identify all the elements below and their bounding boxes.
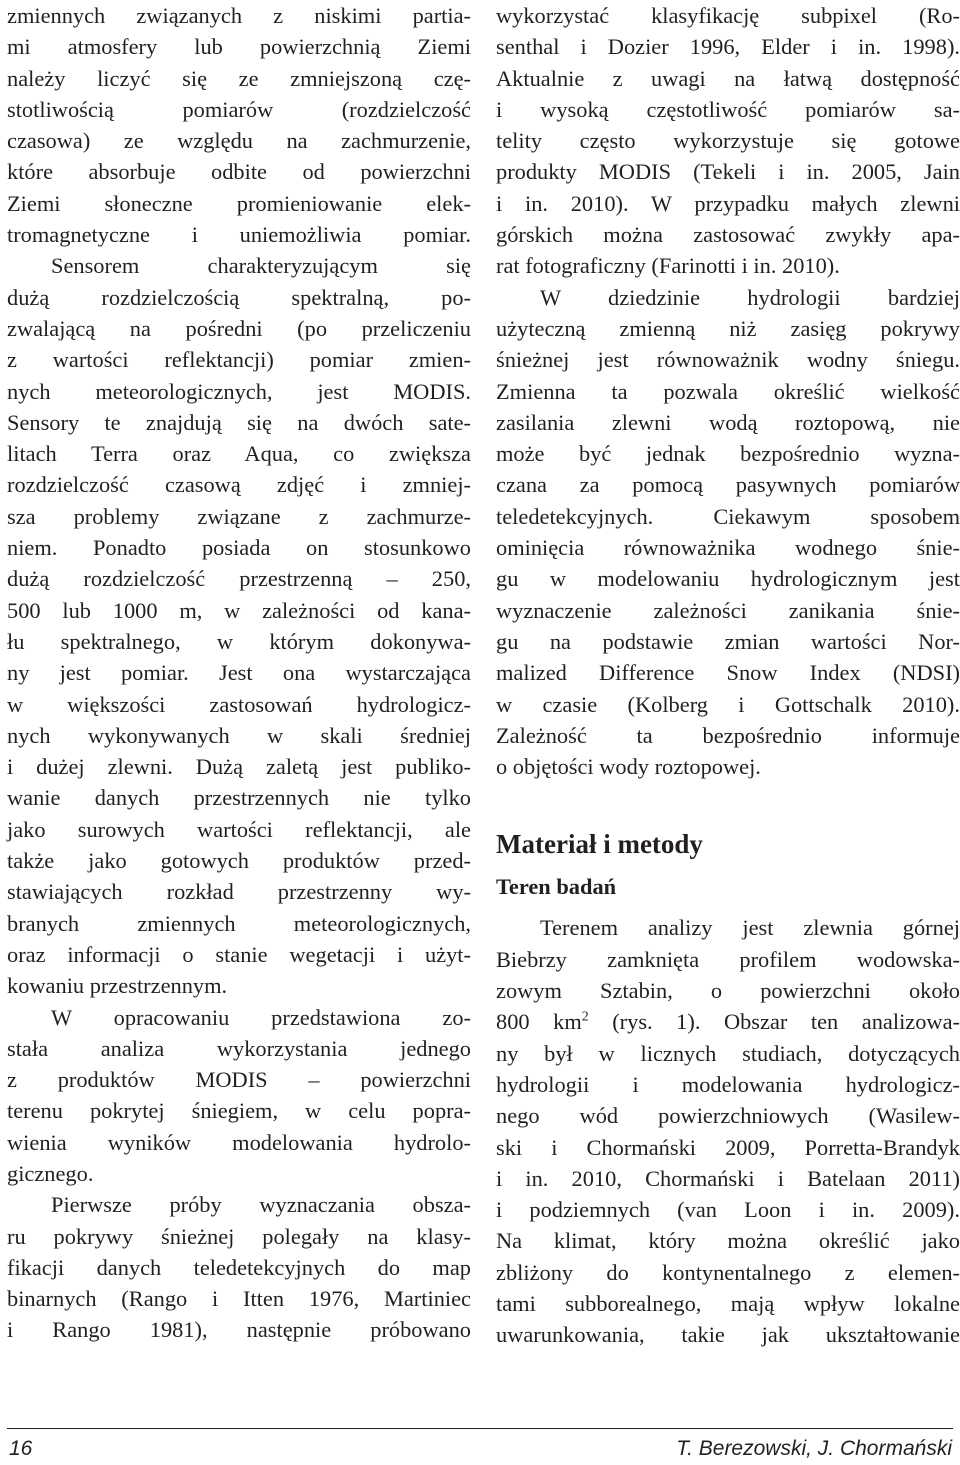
text-line: zmiennych związanych z niskimi partia- — [7, 3, 471, 28]
text-line: o objętości wody roztopowej. — [496, 754, 761, 780]
text-line: łu spektralnego, w którym dokonywa- — [7, 628, 471, 654]
page-number: 16 — [9, 1437, 33, 1460]
text-line: ski i Chormański 2009, Porretta-Brandyk — [496, 1134, 960, 1160]
text-line: kowaniu przestrzennym. — [7, 973, 228, 999]
section-heading: Materiał i metody — [496, 829, 703, 860]
text-fragment: (rys. 1). Obszar ten analizowa- — [588, 1009, 960, 1035]
text-line: i Rango 1981), następnie próbowano — [7, 1317, 471, 1343]
text-line: Sensory te znajdują się na dwóch sate- — [7, 409, 471, 435]
text-line: Biebrzy zamknięta profilem wodowska- — [496, 946, 960, 972]
text-line: wanie danych przestrzennych nie tylko — [7, 785, 471, 811]
text-line: Zmienna ta pozwala określić wielkość — [496, 378, 960, 404]
text-line: senthal i Dozier 1996, Elder i in. 1998). — [496, 34, 960, 60]
text-line: gu w modelowaniu hydrologicznym jest — [496, 566, 960, 592]
text-line: zasilania zlewni wodą roztopową, nie — [496, 409, 960, 435]
text-line: z wartości reflektancji) pomiar zmien- — [7, 347, 471, 373]
text-line: może być jednak bezpośrednio wyzna- — [496, 441, 960, 467]
right-column — [496, 0, 960, 1351]
text-line: dużą rozdzielczością spektralną, po- — [7, 284, 471, 310]
text-line: W opracowaniu przedstawiona zo- — [51, 1004, 471, 1030]
text-line: malized Difference Snow Index (NDSI) — [496, 660, 960, 686]
right-paragraph-1 — [496, 0, 960, 282]
text-line: niem. Ponadto posiada on stosunkowo — [7, 535, 471, 561]
text-line: mi atmosfery lub powierzchnią Ziemi — [7, 34, 471, 60]
text-line: zwalającą na pośredni (po przeliczeniu — [7, 315, 471, 341]
text-line: użyteczną zmienną niż zasięg pokrywy — [496, 315, 960, 341]
text-line: z produktów MODIS – powierzchni — [7, 1067, 471, 1093]
text-line: 500 lub 1000 m, w zależności od kana- — [7, 597, 471, 623]
text-line: litach Terra oraz Aqua, co zwiększa — [7, 441, 471, 467]
text-line: Sensorem charakteryzującym się — [51, 253, 471, 279]
text-line: ny jest pomiar. Jest ona wystarczająca — [7, 660, 471, 686]
text-line: stawiających rozkład przestrzenny wy- — [7, 879, 471, 905]
left-column — [7, 0, 471, 1346]
text-line: Terenem analizy jest zlewnia górnej — [540, 915, 960, 941]
text-line: ru pokrywy śnieżnej polegały na klasy- — [7, 1223, 471, 1249]
text-line: które absorbuje odbite od powierzchni — [7, 159, 471, 185]
text-line: produkty MODIS (Tekeli i in. 2005, Jain — [496, 159, 960, 185]
left-paragraph-1 — [7, 0, 471, 1002]
text-line: i in. 2010, Chormański i Batelaan 2011) — [496, 1165, 960, 1191]
text-line: sza problemy związane z zachmurze- — [7, 503, 471, 529]
text-line: rat fotograficzny (Farinotti i in. 2010). — [496, 253, 840, 279]
text-line: wykorzystać klasyfikację subpixel (Ro- — [496, 3, 960, 28]
text-line: uwarunkowania, takie jak ukształtowanie — [496, 1322, 960, 1348]
text-line: nego wód powierzchniowych (Wasilew- — [496, 1103, 960, 1129]
text-line: hydrologii i modelowania hydrologicz- — [496, 1071, 960, 1097]
text-line: w czasie (Kolberg i Gottschalk 2010). — [496, 691, 960, 717]
text-line: rozdzielczość czasową zdjęć i zmniej- — [7, 472, 471, 498]
text-line: także jako gotowych produktów przed- — [7, 848, 471, 874]
text-line: i dużej zlewni. Dużą zaletą jest publiko- — [7, 754, 471, 780]
text-line: nych meteorologicznych, jest MODIS. — [7, 378, 471, 404]
text-line: nych wykonywanych w skali średniej — [7, 722, 471, 748]
text-line: tami subborealnego, mają wpływ lokalne — [496, 1290, 960, 1316]
text-line: ny był w licznych studiach, dotyczących — [496, 1040, 960, 1066]
left-paragraph-2 — [7, 1002, 471, 1190]
text-line: Aktualnie z uwagi na łatwą dostępność — [496, 65, 960, 91]
text-line: stotliwością pomiarów (rozdzielczość — [7, 96, 471, 122]
text-line: wienia wyników modelowania hydrolo- — [7, 1129, 471, 1155]
text-line: W dziedzinie hydrologii bardziej — [540, 284, 960, 310]
text-line: ominięcia równoważnika wodnego śnie- — [496, 535, 960, 561]
text-line: Ziemi słoneczne promieniowanie elek- — [7, 190, 471, 216]
text-line: branych zmiennych meteorologicznych, — [7, 910, 471, 936]
text-line: Pierwsze próby wyznaczania obsza- — [51, 1192, 471, 1218]
text-line — [496, 1006, 960, 1037]
text-line: w większości zastosowań hydrologicz- — [7, 691, 471, 717]
text-line: Zależność ta bezpośrednio informuje — [496, 722, 960, 748]
text-line: gu na podstawie zmian wartości Nor- — [496, 628, 960, 654]
text-line: fikacji danych teledetekcyjnych do map — [7, 1254, 471, 1280]
subsection-heading: Teren badań — [496, 874, 617, 900]
text-line: zowym Sztabin, o powierzchni około — [496, 978, 960, 1004]
text-line: i podziemnych (van Loon i in. 2009). — [496, 1197, 960, 1223]
text-line: Na klimat, który można określić jako — [496, 1228, 960, 1254]
text-line: dużą rozdzielczość przestrzenną – 250, — [7, 566, 471, 592]
right-paragraph-2 — [496, 282, 960, 783]
text-line: czasowa) ze względu na zachmurzenie, — [7, 128, 471, 154]
text-line: i in. 2010). W przypadku małych zlewni — [496, 190, 960, 216]
text-line: górskich można zastosować zwykły apa- — [496, 222, 960, 248]
right-paragraph-3 — [496, 912, 960, 1350]
text-line: oraz informacji o stanie wegetacji i użyt- — [7, 941, 471, 967]
footer-rule — [7, 1428, 953, 1429]
superscript: 2 — [581, 1009, 589, 1025]
left-paragraph-3 — [7, 1189, 471, 1345]
text-line: gicznego. — [7, 1160, 94, 1186]
text-line: teledetekcyjnych. Ciekawym sposobem — [496, 503, 960, 529]
text-line: czana za pomocą pasywnych pomiarów — [496, 472, 960, 498]
text-line: stała analiza wykorzystania jednego — [7, 1035, 471, 1061]
text-line: śnieżnej jest równoważnik wodny śniegu. — [496, 347, 960, 373]
text-line: i wysoką częstotliwość pomiarów sa- — [496, 96, 960, 122]
text-line: telity często wykorzystuje się gotowe — [496, 128, 960, 154]
text-line: jako surowych wartości reflektancji, ale — [7, 816, 471, 842]
text-line: zbliżony do kontynentalnego z elemen- — [496, 1259, 960, 1285]
text-line: binarnych (Rango i Itten 1976, Martiniec — [7, 1286, 471, 1312]
area-value: 800 km — [496, 1009, 582, 1035]
text-line: należy liczyć się ze zmniejszoną czę- — [7, 65, 471, 91]
text-line: tromagnetyczne i uniemożliwia pomiar. — [7, 222, 471, 248]
running-footer-authors: T. Berezowski, J. Chormański — [676, 1437, 952, 1460]
text-line: wyznaczenie zależności zanikania śnie- — [496, 597, 960, 623]
text-line: terenu pokrytej śniegiem, w celu popra- — [7, 1098, 471, 1124]
